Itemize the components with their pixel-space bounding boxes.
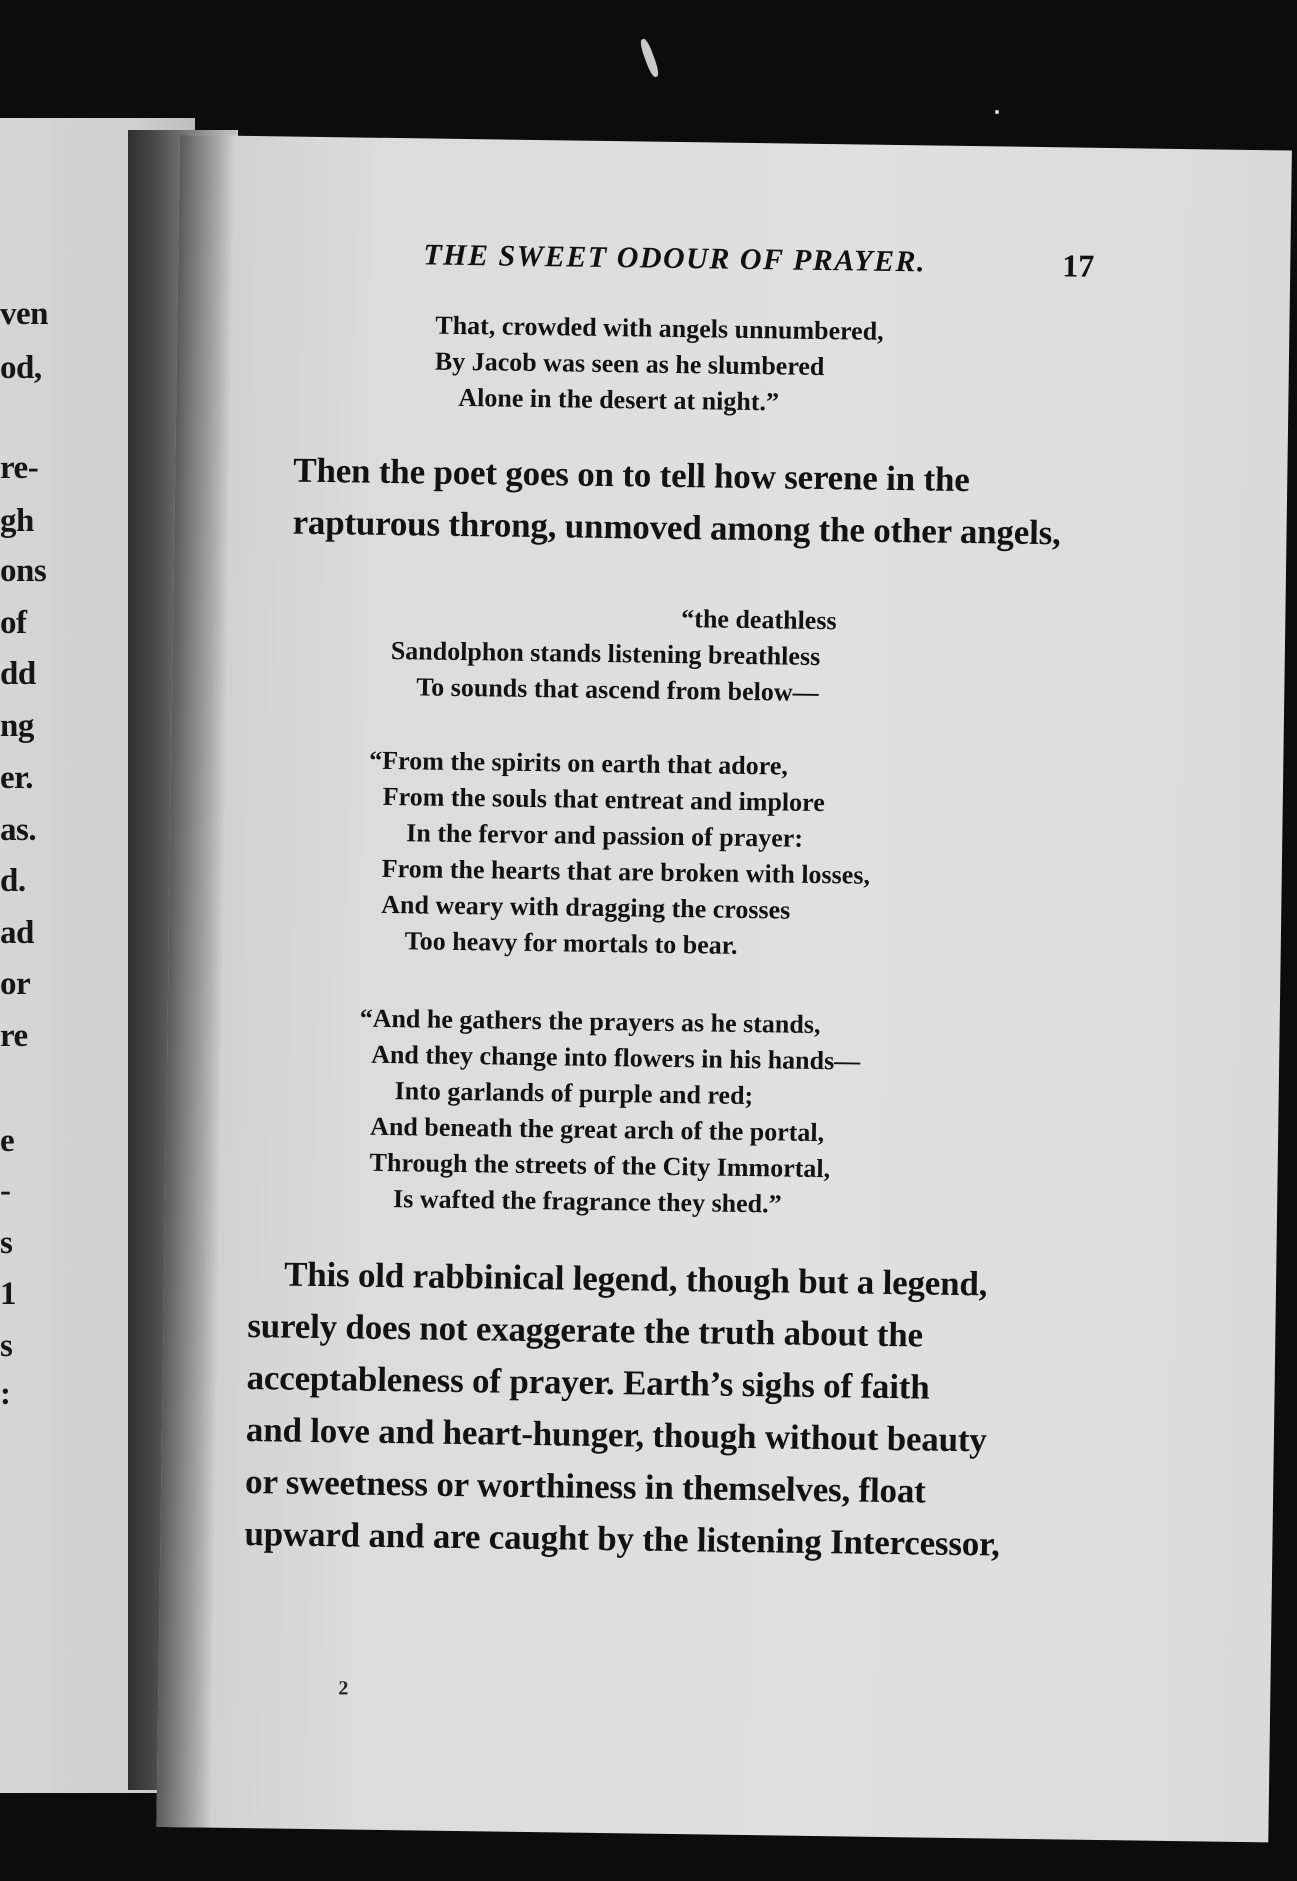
prose-line: surely does not exaggerate the truth about the: [247, 1306, 924, 1355]
prose-line: or sweetness or worthiness in themselves, float: [244, 1462, 926, 1511]
verse-line: From the souls that entreat and implore: [382, 781, 825, 818]
signature-mark: 2: [338, 1677, 349, 1700]
left-page-fragment: or: [0, 966, 31, 1002]
dust-speck: [638, 38, 660, 79]
verse-line: “From the spirits on earth that adore,: [369, 745, 789, 781]
left-page-fragment: re-: [0, 450, 39, 486]
verse-line: And beneath the great arch of the portal,: [369, 1111, 825, 1148]
verse-line: And they change into flowers in his hands—: [370, 1039, 861, 1076]
prose-line: rapturous throng, unmoved among the other angels,: [292, 502, 1061, 553]
left-page-fragment: as.: [0, 812, 37, 848]
left-page-fragment: d.: [0, 863, 26, 899]
left-page-fragment: gh: [0, 503, 34, 539]
dust-speck: [995, 110, 999, 114]
left-page-fragment: ven: [0, 296, 48, 332]
verse-line: Too heavy for mortals to bear.: [404, 926, 738, 960]
page-number: 17: [1062, 247, 1095, 284]
verse-line: And weary with dragging the crosses: [381, 889, 791, 925]
left-page-fragment: ng: [0, 708, 34, 744]
verse-line: Is wafted the fragrance they shed.”: [392, 1184, 782, 1219]
verse-line: Sandolphon stands listening breathless: [390, 635, 821, 671]
left-page-fragment: re: [0, 1018, 28, 1054]
left-page-fragment: s: [0, 1328, 13, 1364]
prose-line: Then the poet goes on to tell how serene in the: [293, 450, 970, 500]
verse-line: “And he gathers the prayers as he stands,: [359, 1003, 821, 1040]
left-page-fragment: s: [0, 1225, 13, 1261]
left-page-fragment: dd: [0, 656, 36, 692]
verse-line: Into garlands of purple and red;: [394, 1076, 754, 1111]
verse-line: “the deathless: [681, 604, 837, 636]
prose-line: and love and heart-hunger, though without beauty: [245, 1410, 987, 1460]
left-page-fragment: -: [0, 1173, 11, 1209]
left-page-fragment: ons: [0, 553, 47, 589]
verse-line: That, crowded with angels unnumbered,: [435, 310, 884, 346]
verse-line: To sounds that ascend from below—: [416, 672, 819, 707]
left-page-fragment: 1: [0, 1276, 16, 1312]
prose-line: upward and are caught by the listening Intercessor,: [244, 1514, 1001, 1564]
verse-line: In the fervor and passion of prayer:: [406, 818, 804, 853]
left-page-fragment: of: [0, 605, 27, 641]
left-page-fragment: er.: [0, 760, 34, 796]
left-page-fragment: od,: [0, 350, 42, 386]
left-page-fragment: e: [0, 1123, 15, 1159]
verse-line: From the hearts that are broken with losses,: [381, 853, 871, 890]
prose-line: This old rabbinical legend, though but a legend,: [283, 1254, 988, 1304]
prose-line: acceptableness of prayer. Earth’s sighs of faith: [246, 1358, 930, 1407]
verse-line: Alone in the desert at night.”: [458, 382, 780, 417]
left-page-fragment: ad: [0, 915, 34, 951]
verse-line: By Jacob was seen as he slumbered: [434, 346, 825, 382]
verse-line: Through the streets of the City Immortal,: [369, 1147, 831, 1184]
left-page-fragment: :: [0, 1376, 11, 1412]
running-head: THE SWEET ODOUR OF PRAYER.: [423, 238, 927, 279]
right-page: [156, 135, 1292, 1842]
